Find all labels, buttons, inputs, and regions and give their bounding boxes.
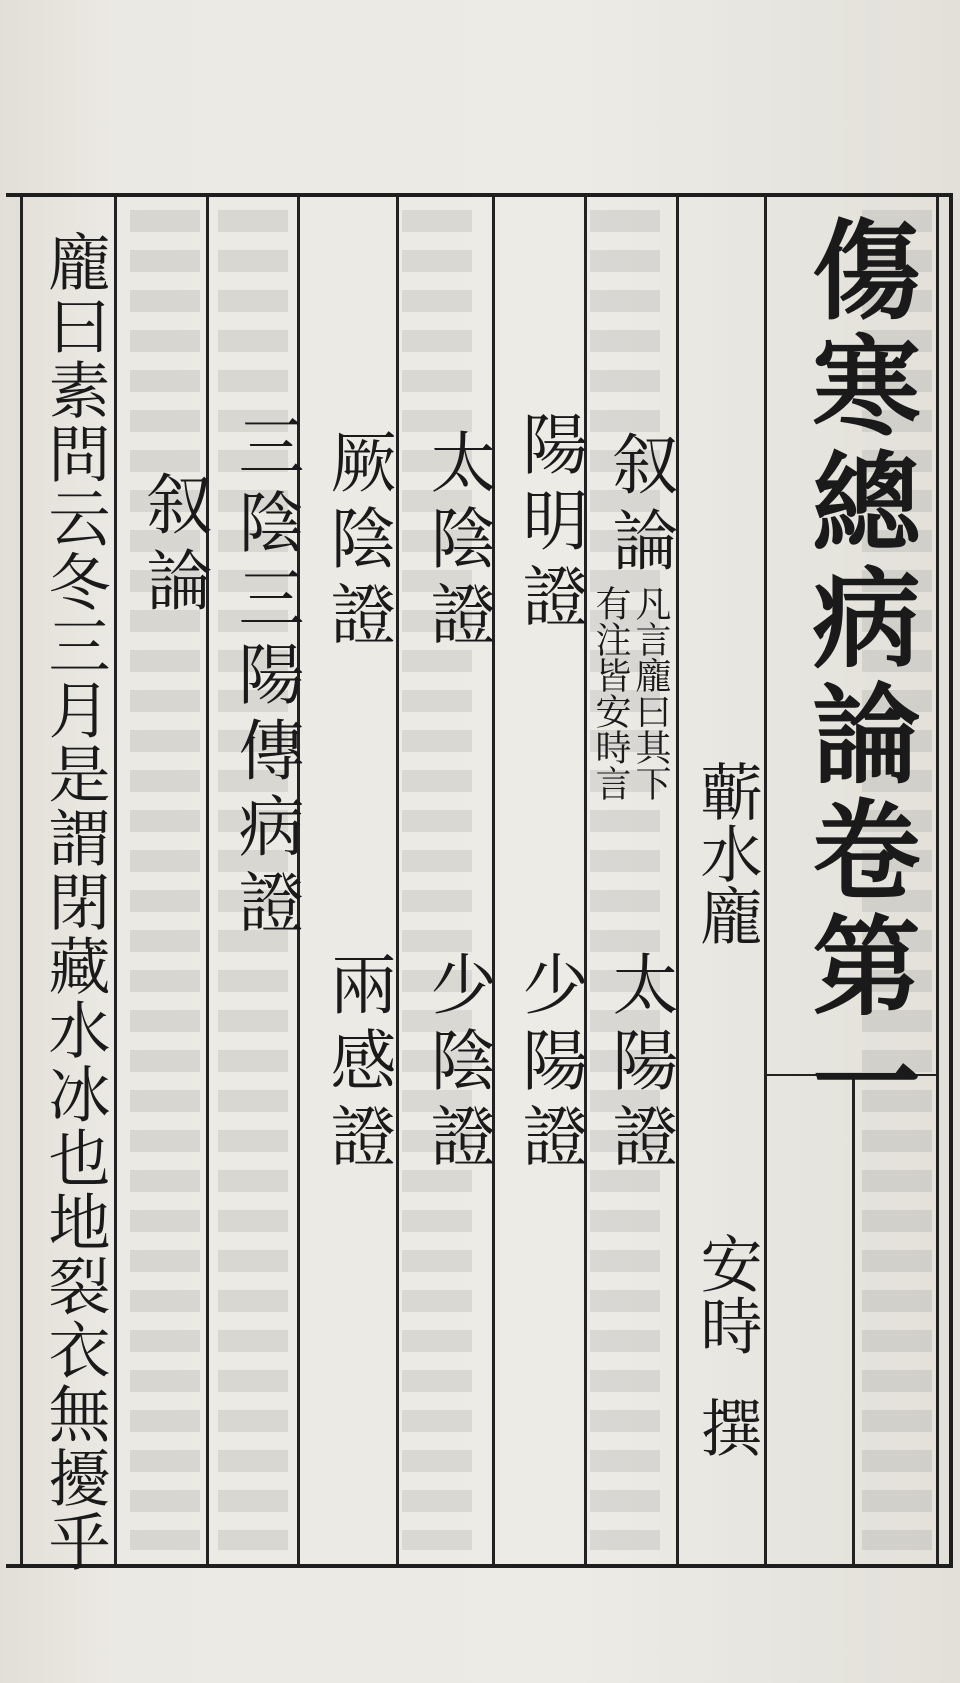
column-rule — [396, 197, 399, 1564]
section-heading-preface: 叙論 — [135, 470, 212, 622]
column-rule — [492, 197, 495, 1564]
toc-item-jueyin: 厥陰證 — [319, 428, 396, 656]
author-name: 安時 — [690, 1232, 763, 1356]
toc-item-shaoyin: 少陰證 — [419, 950, 496, 1178]
toc-item-yangming: 陽明證 — [511, 410, 588, 638]
column-rule — [852, 1075, 855, 1565]
toc-item-taiyin: 太陰證 — [419, 428, 496, 656]
body-text-line: 龐曰素問云冬三月是謂閉藏水冰也地裂衣無擾乎 — [38, 230, 111, 1574]
bleed-through-text — [130, 210, 200, 1550]
column-rule — [584, 197, 587, 1564]
bleed-through-text — [402, 210, 472, 1550]
toc-item-three-yin-yang: 三陰三陽傳病證 — [227, 412, 304, 944]
column-rule — [676, 197, 679, 1564]
column-rule — [206, 197, 209, 1564]
column-rule — [20, 197, 23, 1564]
toc-item-taiyang: 太陽證 — [601, 950, 678, 1178]
annotation-note: 凡言龐曰其下有注皆安時言 — [590, 585, 671, 801]
column-rule — [936, 197, 939, 1564]
bleed-through-text — [590, 210, 660, 1550]
page-title: 傷寒總病論卷第一 — [794, 214, 920, 1142]
author-place: 蘄水龐 — [690, 760, 763, 946]
toc-item-preface: 叙論 — [601, 430, 678, 582]
toc-item-shaoyang: 少陽證 — [511, 950, 588, 1178]
toc-item-lianggan: 兩感證 — [319, 950, 396, 1178]
author-role: 撰 — [690, 1396, 763, 1458]
